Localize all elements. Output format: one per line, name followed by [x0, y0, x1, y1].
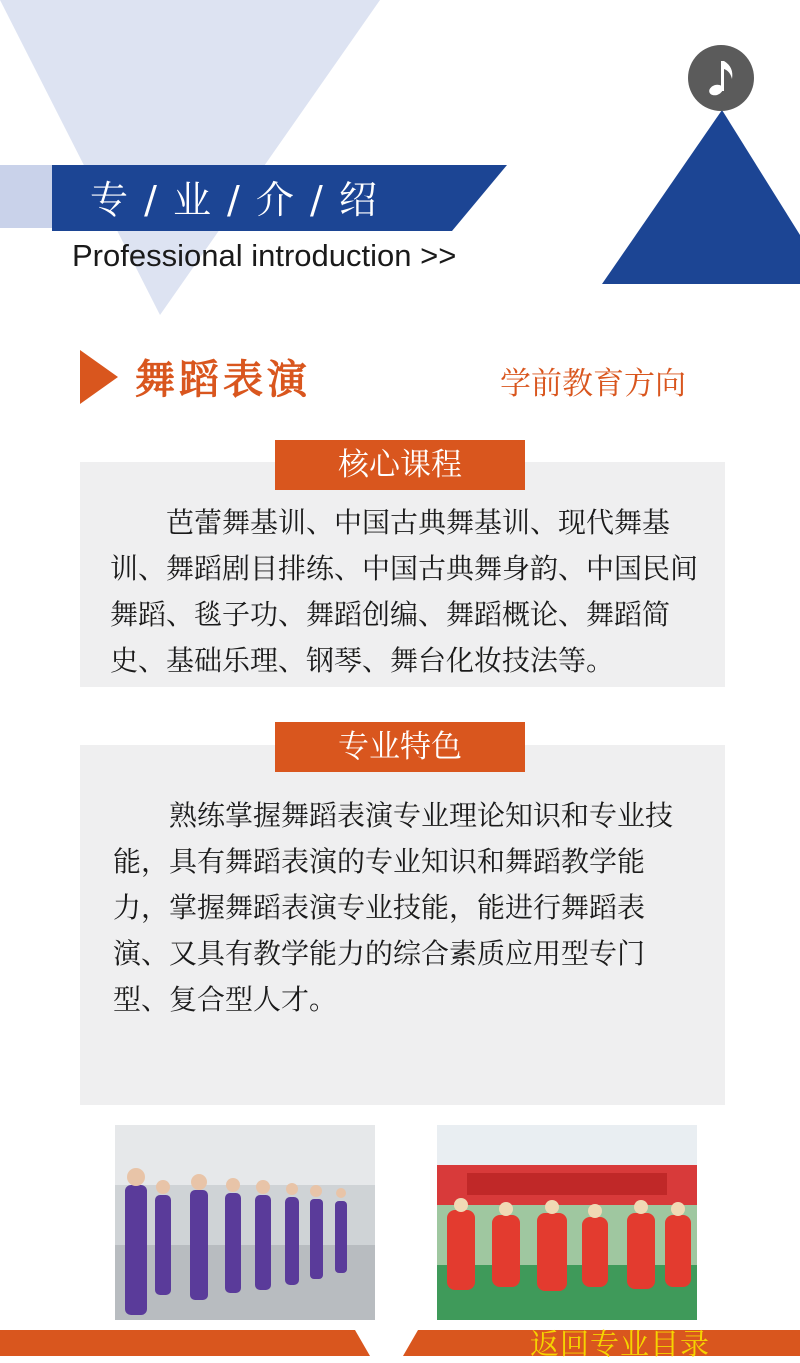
section-arrow-icon	[80, 350, 118, 404]
core-courses-label: 核心课程	[275, 440, 525, 490]
section-title: 舞蹈表演	[135, 357, 311, 403]
section-direction: 学前教育方向	[500, 366, 686, 402]
features-text: 熟练掌握舞蹈表演专业理论知识和专业技能，具有舞蹈表演的专业知识和舞蹈教学能力，掌握舞蹈表演专业技能，能进行舞蹈表演、又具有教学能力的综合素质应用型专门型、复合型人才。	[113, 799, 674, 1016]
page-title: 专 / 业 / 介 / 绍	[90, 178, 379, 222]
return-to-directory-link[interactable]: 返回专业目录	[530, 1327, 711, 1361]
features-box	[80, 745, 725, 1105]
core-courses-text: 芭蕾舞基训、中国古典舞基训、现代舞基训、舞蹈剧目排练、中国古典舞身韵、中国民间舞蹈、毯子功、舞蹈创编、舞蹈概论、舞蹈简史、基础乐理、钢琴、舞台化妆技法等。	[110, 506, 699, 677]
dance-studio-photo	[115, 1125, 375, 1320]
core-courses-box	[80, 462, 725, 687]
outdoor-performance-photo	[437, 1125, 697, 1320]
music-note-icon	[688, 45, 754, 111]
features-label: 专业特色	[275, 722, 525, 772]
page-subtitle: Professional introduction >>	[72, 238, 457, 273]
